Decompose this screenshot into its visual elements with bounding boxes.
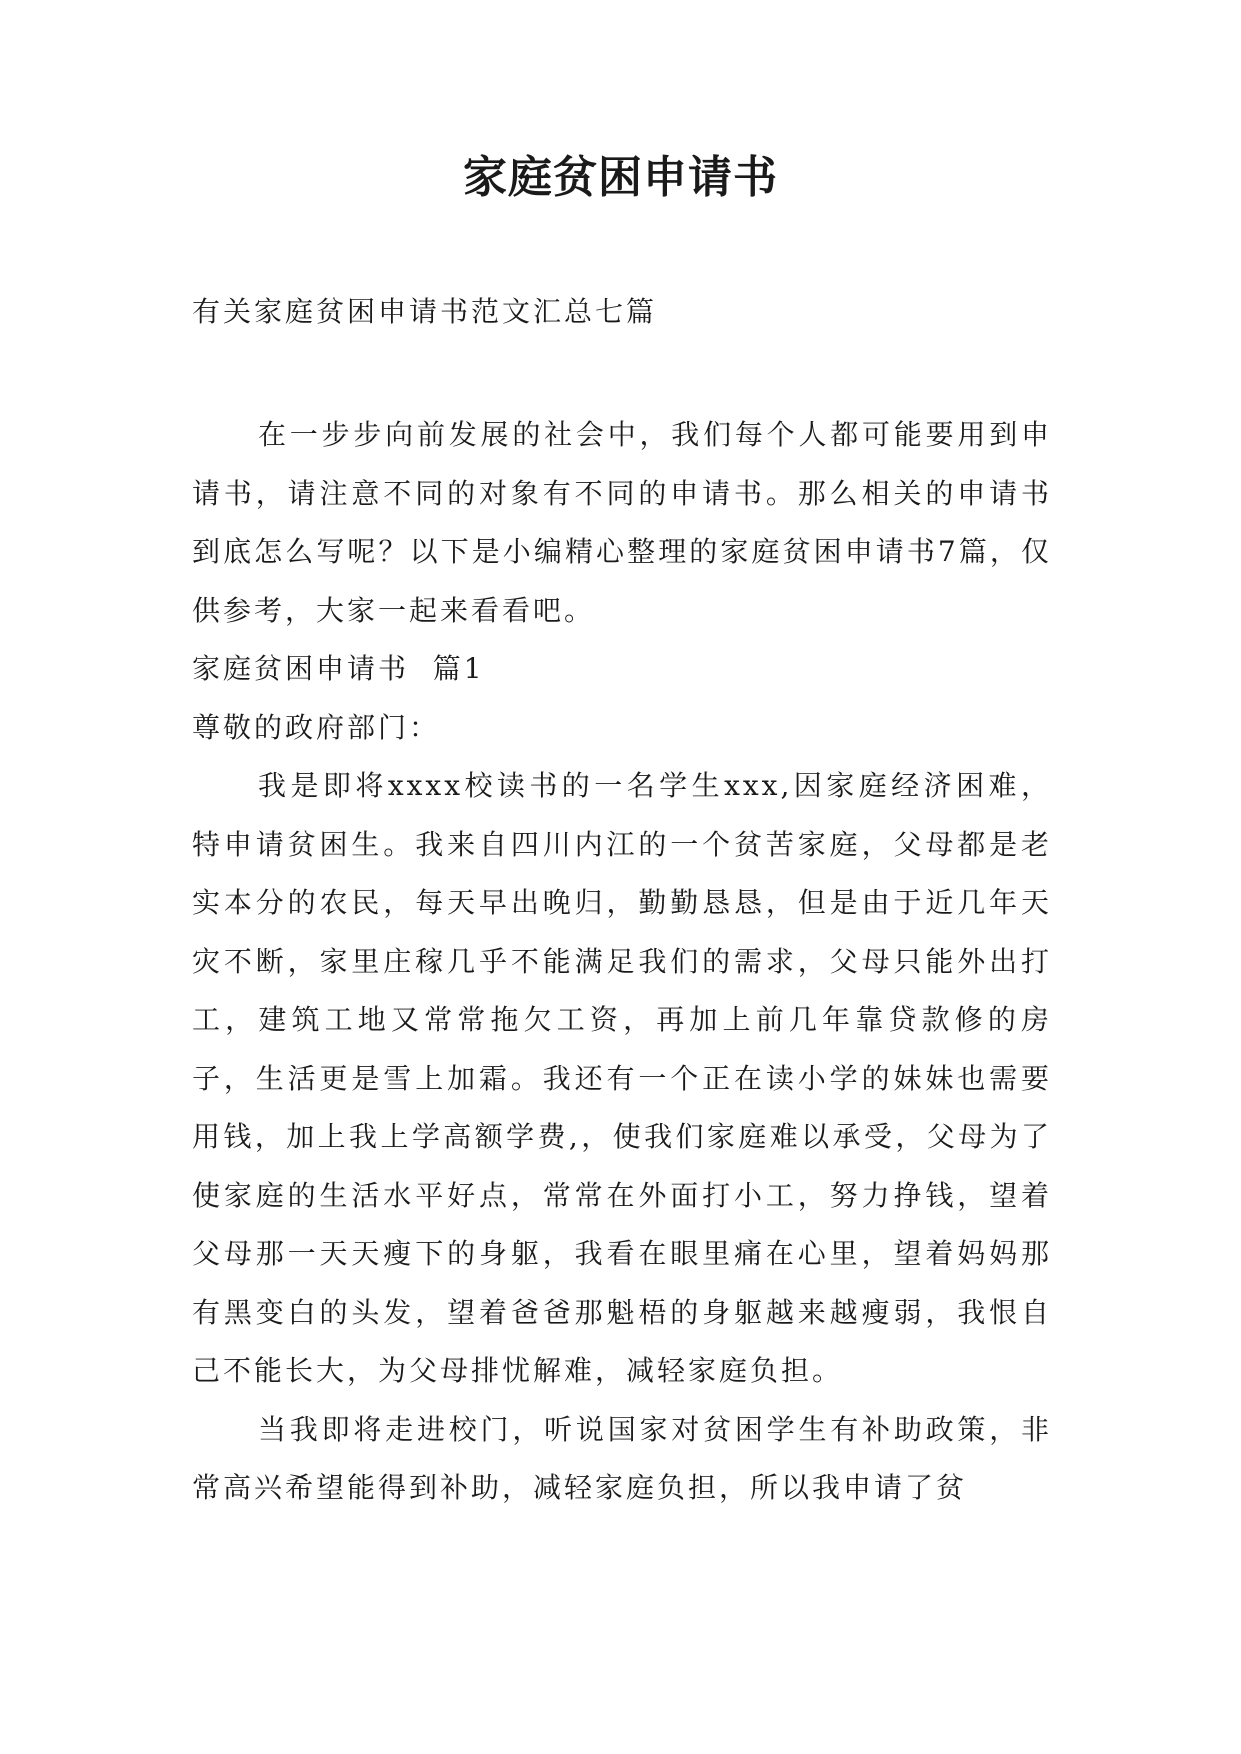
section-heading: 家庭贫困申请书 篇1 bbox=[192, 652, 485, 685]
intro-paragraph: 在一步步向前发展的社会中，我们每个人都可能要用到申请书，请注意不同的对象有不同的申请书。那么相关的申请书到底怎么写呢？以下是小编精心整理的家庭贫困申请书7篇，仅供参考，大家一起来看看吧。 bbox=[192, 418, 1052, 627]
body-paragraph-1: 我是即将xxxx校读书的一名学生xxx,因家庭经济困难，特申请贫困生。我来自四川内江的一个贫苦家庭，父母都是老实本分的农民，每天早出晚归，勤勤恳恳，但是由于近几年天灾不断，家里庄稼几乎不能满足我们的需求，父母只能外出打工，建筑工地又常常拖欠工资，再加上前几年靠贷款修的房子，生活更是雪上加霜。我还有一个正在读小学的妹妹也需要用钱，加上我上学高额学费,，使我们家庭难以承受，父母为了使家庭的生活水平好点，常常在外面打小工，努力挣钱，望着父母那一天天瘦下的身躯，我看在眼里痛在心里，望着妈妈那有黑变白的头发，望着爸爸那魁梧的身躯越来越瘦弱，我恨自己不能长大，为父母排忧解难，减轻家庭负担。 bbox=[192, 769, 1052, 1387]
document-body bbox=[192, 406, 1052, 1518]
document-title: 家庭贫困申请书 bbox=[463, 152, 778, 203]
salutation: 尊敬的政府部门： bbox=[192, 710, 441, 744]
body-paragraph-2: 当我即将走进校门，听说国家对贫困学生有补助政策，非常高兴希望能得到补助，减轻家庭负担，所以我申请了贫 bbox=[192, 1412, 1052, 1504]
document-subtitle: 有关家庭贫困申请书范文汇总七篇 bbox=[192, 295, 658, 328]
